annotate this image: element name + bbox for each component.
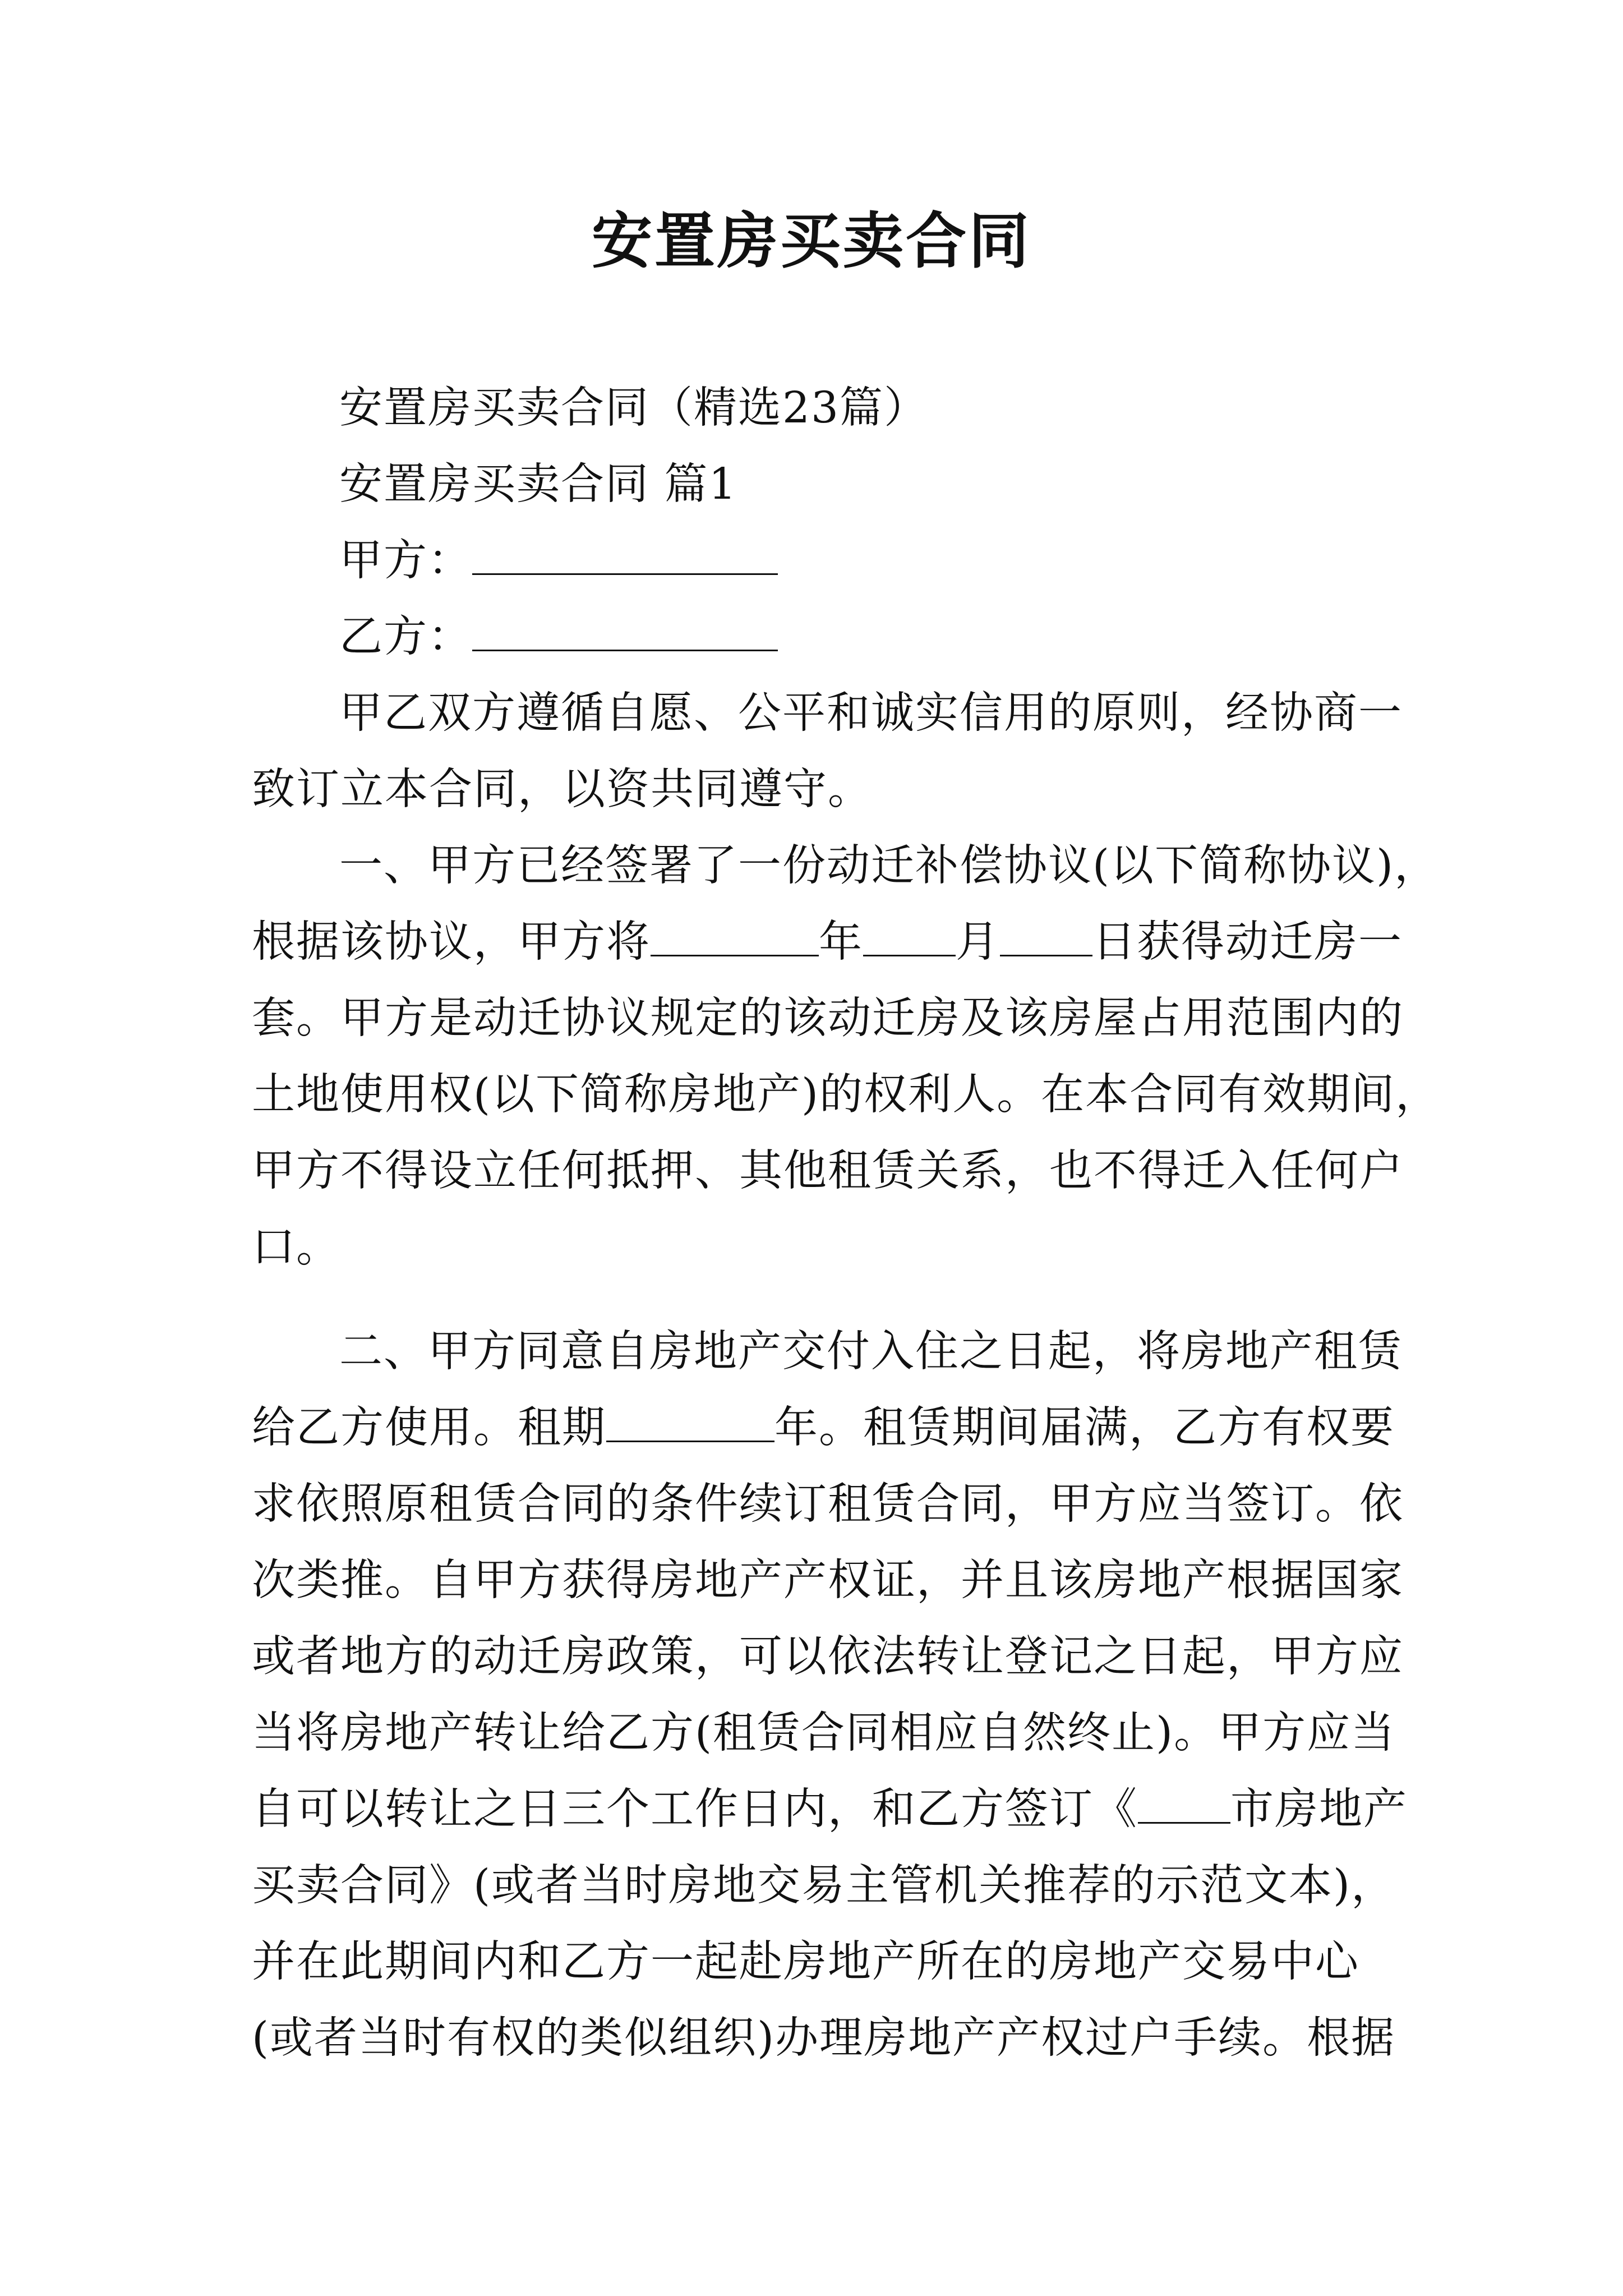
year-blank	[651, 911, 819, 956]
paragraph-line: 二、甲方同意自房地产交付入住之日起，将房地产租赁	[339, 1327, 1403, 1377]
paragraph-line: 或者地方的动迁房政策，可以依法转让登记之日起，甲方应	[252, 1632, 1404, 1682]
paragraph-line: (或者当时有权的类似组织)办理房地产产权过户手续。根据	[252, 2013, 1396, 2063]
party-b-label: 乙方：	[339, 612, 472, 662]
text-run: 给乙方使用。租期	[252, 1403, 606, 1453]
paragraph-line: 求依照原租赁合同的条件续订租赁合同，甲方应当签订。依	[252, 1479, 1404, 1529]
text-run: 日获得动迁房一	[1092, 917, 1403, 967]
document-title: 安置房买卖合同	[591, 206, 1031, 277]
document-subtitle: 安置房买卖合同（精选23篇）	[339, 383, 928, 433]
party-a-line	[252, 523, 1390, 599]
text-run: 市房地产	[1230, 1784, 1408, 1834]
paragraph-line	[252, 904, 1403, 981]
paragraph-line: 当将房地产转让给乙方(租赁合同相应自然终止)。甲方应当	[252, 1708, 1396, 1758]
party-a-label: 甲方：	[339, 536, 472, 586]
text-run: 年	[819, 917, 863, 967]
party-a-blank	[472, 530, 778, 575]
paragraph-line	[252, 1390, 1395, 1466]
section-heading: 安置房买卖合同 篇1	[339, 459, 737, 509]
intro-paragraph	[252, 675, 1403, 828]
paragraph-line: 致订立本合同，以资共同遵守。	[252, 765, 872, 815]
paragraph-line: 套。甲方是动迁协议规定的该动迁房及该房屋占用范围内的	[252, 993, 1404, 1043]
paragraph-line: 次类推。自甲方获得房地产产权证，并且该房地产根据国家	[252, 1556, 1404, 1605]
day-blank	[1000, 911, 1092, 956]
clause-2-paragraph	[252, 1314, 1408, 2077]
party-b-blank	[472, 606, 778, 651]
paragraph-line: 并在此期间内和乙方一起赴房地产所在的房地产交易中心	[252, 1937, 1359, 1987]
month-blank	[863, 911, 956, 956]
text-run: 月	[956, 917, 1000, 967]
paragraph-line: 一、甲方已经签署了一份动迁补偿协议(以下简称协议)，	[339, 841, 1439, 891]
paragraph-line: 土地使用权(以下简称房地产)的权利人。在本合同有效期间，	[252, 1070, 1440, 1120]
clause-1-paragraph	[252, 828, 1440, 1286]
party-b-line	[252, 599, 1390, 675]
text-run: 自可以转让之日三个工作日内，和乙方签订《	[252, 1784, 1138, 1834]
paragraph-gap	[252, 1286, 1390, 1314]
paragraph-line: 甲方不得设立任何抵押、其他租赁关系，也不得迁入任何户	[252, 1146, 1404, 1196]
paragraph-line: 口。	[252, 1222, 340, 1272]
city-blank	[1138, 1778, 1230, 1824]
text-run: 年。租赁期间届满，乙方有权要	[774, 1403, 1395, 1453]
paragraph-line: 甲乙双方遵循自愿、公平和诚实信用的原则，经协商一	[339, 688, 1403, 738]
text-run: 根据该协议，甲方将	[252, 917, 651, 967]
paragraph-line: 买卖合同》(或者当时房地交易主管机关推荐的示范文本)，	[252, 1861, 1396, 1911]
paragraph-line	[252, 1772, 1408, 1848]
document-body	[252, 370, 1440, 2077]
lease-term-blank	[606, 1397, 774, 1442]
